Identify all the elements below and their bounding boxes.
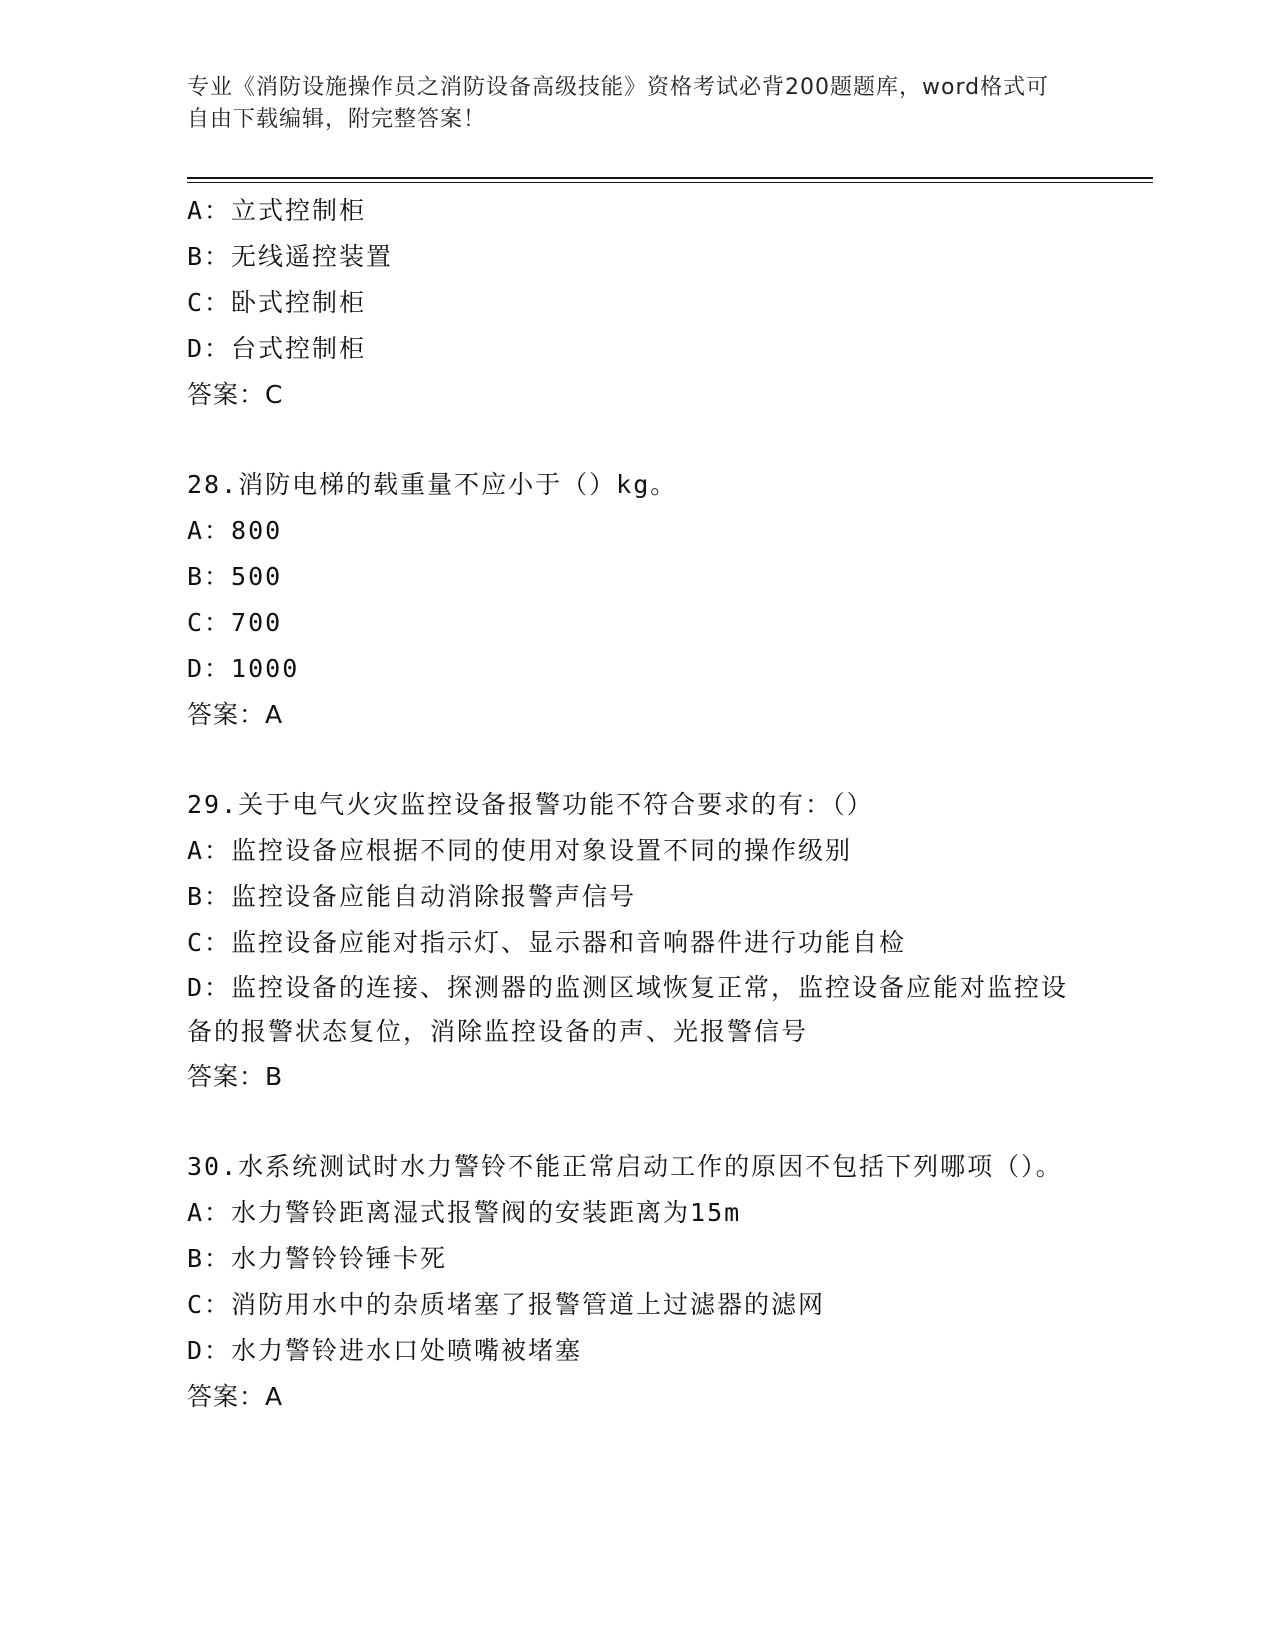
option-b: B：水力警铃铃锤卡死 [187,1244,448,1273]
option-c: C：700 [187,608,283,637]
option-a: A：800 [187,516,283,545]
question-29 [187,782,1087,1100]
question-stem: 29.关于电气火灾监控设备报警功能不符合要求的有：（） [187,790,874,819]
option-b: B：无线遥控装置 [187,242,394,271]
option-a: A：监控设备应根据不同的使用对象设置不同的操作级别 [187,836,853,865]
question-stem: 28.消防电梯的载重量不应小于（）kg。 [187,470,678,499]
option-d: D：监控设备的连接、探测器的监测区域恢复正常，监控设备应能对监控设备的报警状态复位，消除监控设备的声、光报警信号 [187,973,1069,1046]
option-c: C：消防用水中的杂质堵塞了报警管道上过滤器的滤网 [187,1290,826,1319]
header-divider-thin [187,182,1153,183]
option-c: C：卧式控制柜 [187,288,367,317]
answer-line: 答案：A [187,700,284,729]
answer-line: 答案：C [187,380,284,409]
spacer [187,738,1087,782]
question-28 [187,462,1087,738]
document-header: 专业《消防设施操作员之消防设备高级技能》资格考试必背200题题库，word格式可自由下载编辑，附完整答案！ [187,75,1050,132]
option-a: A：立式控制柜 [187,196,367,225]
option-d: D：1000 [187,654,300,683]
header-divider-thick [187,177,1153,179]
answer-line: 答案：A [187,1382,284,1411]
question-30 [187,1144,1087,1420]
spacer [187,1100,1087,1144]
option-d: D：水力警铃进水口处喷嘴被堵塞 [187,1336,583,1365]
question-27-continued [187,188,1087,418]
answer-line: 答案：B [187,1062,284,1091]
option-c: C：监控设备应能对指示灯、显示器和音响器件进行功能自检 [187,928,907,957]
option-b: B：监控设备应能自动消除报警声信号 [187,882,637,911]
option-b: B：500 [187,562,283,591]
option-d: D：台式控制柜 [187,334,367,363]
option-a: A：水力警铃距离湿式报警阀的安装距离为15m [187,1198,742,1227]
spacer [187,418,1087,462]
question-stem: 30.水系统测试时水力警铃不能正常启动工作的原因不包括下列哪项（）。 [187,1152,1063,1181]
question-list [187,188,1087,1420]
